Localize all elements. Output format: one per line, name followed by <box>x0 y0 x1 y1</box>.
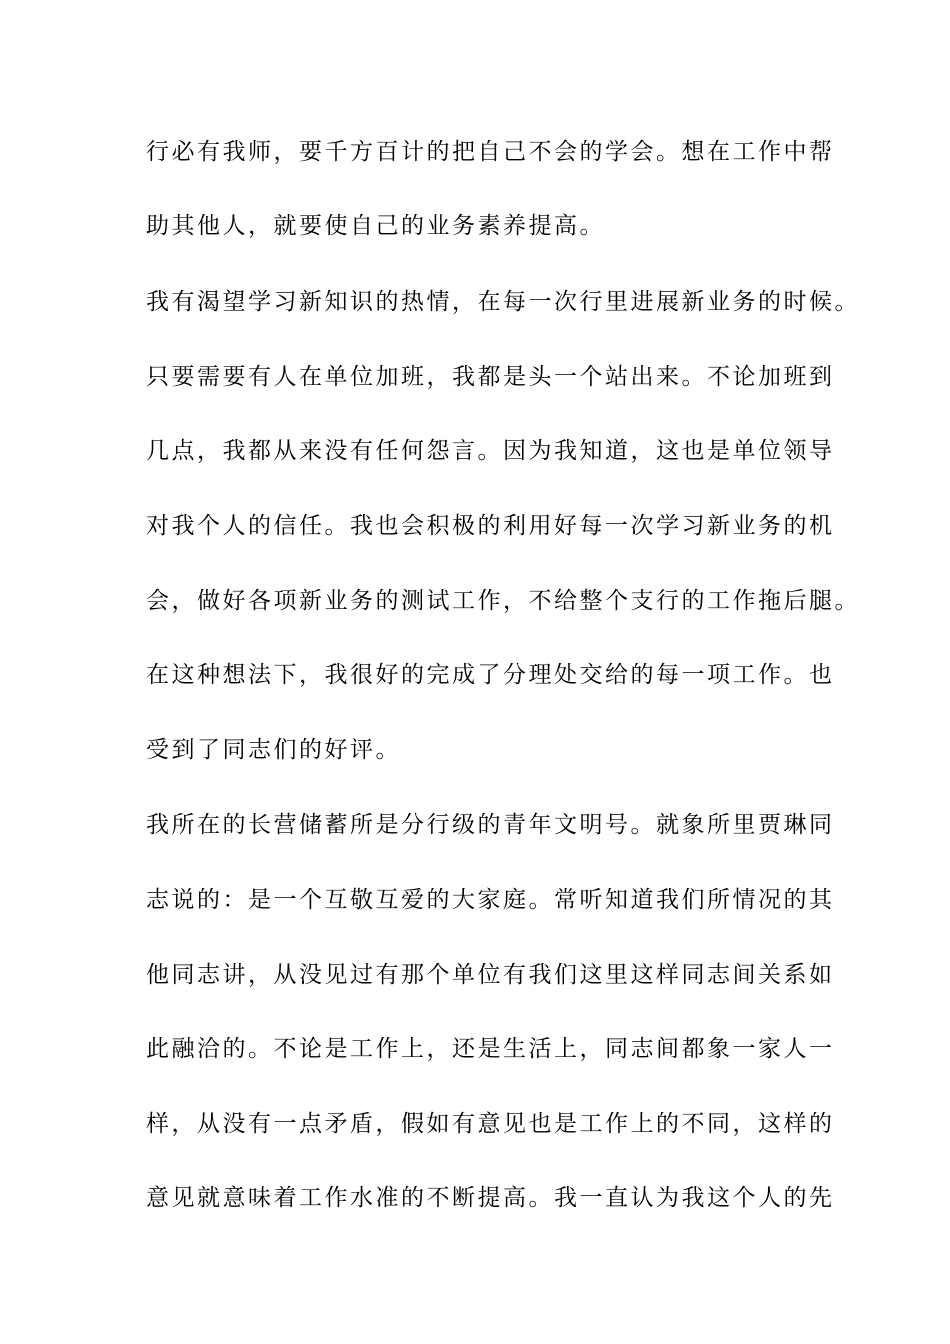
text-line-8: 在这种想法下，我很好的完成了分理处交给的每一项工作。也 <box>146 662 835 688</box>
text-line-15: 意见就意味着工作水准的不断提高。我一直认为我这个人的先 <box>146 1185 835 1211</box>
text-line-4: 只要需要有人在单位加班，我都是头一个站出来。不论加班到 <box>146 364 835 390</box>
text-line-5: 几点，我都从来没有任何怨言。因为我知道，这也是单位领导 <box>146 438 835 464</box>
text-line-2: 助其他人，就要使自己的业务素养提高。 <box>146 213 605 239</box>
text-line-7: 会，做好各项新业务的测试工作，不给整个支行的工作拖后腿。 <box>146 588 860 614</box>
text-line-6: 对我个人的信任。我也会积极的利用好每一次学习新业务的机 <box>146 513 835 539</box>
text-line-1: 行必有我师，要千方百计的把自己不会的学会。想在工作中帮 <box>146 139 835 165</box>
text-line-13: 此融洽的。不论是工作上，还是生活上，同志间都象一家人一 <box>146 1036 835 1062</box>
text-line-10: 我所在的长营储蓄所是分行级的青年文明号。就象所里贾琳同 <box>146 812 835 838</box>
text-line-3: 我有渴望学习新知识的热情，在每一次行里进展新业务的时候。 <box>146 289 860 315</box>
text-line-12: 他同志讲，从没见过有那个单位有我们这里这样同志间关系如 <box>146 962 835 988</box>
text-line-9: 受到了同志们的好评。 <box>146 737 401 763</box>
text-line-11: 志说的：是一个互敬互爱的大家庭。常听知道我们所情况的其 <box>146 887 835 913</box>
text-line-14: 样，从没有一点矛盾，假如有意见也是工作上的不同，这样的 <box>146 1111 835 1137</box>
